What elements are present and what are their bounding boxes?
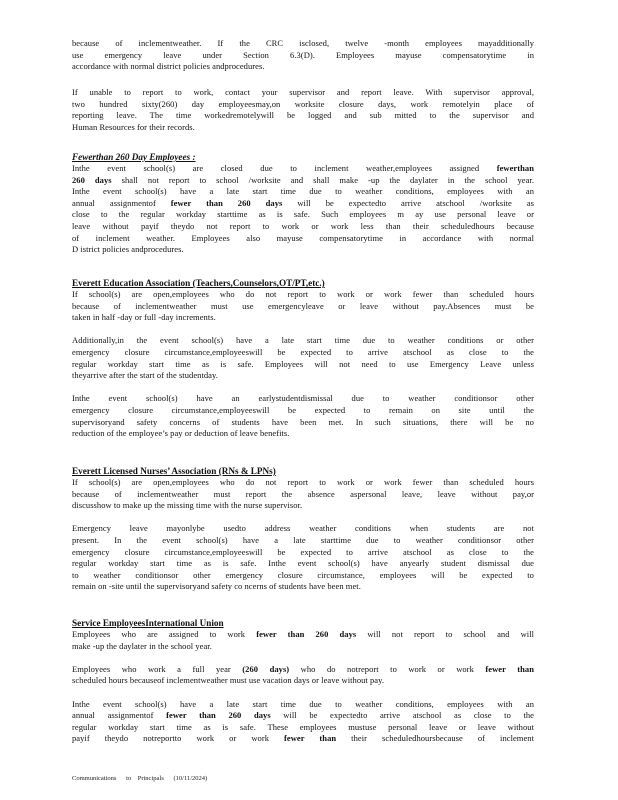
- text-line: Inthe event school(s) are closed due to inclement weather,employees assigned fewerthan: [72, 163, 534, 173]
- text-line: If school(s) are open,employees who do not report to work or work fewer than scheduled hours: [72, 477, 534, 487]
- section-heading: [72, 151, 534, 163]
- text-line: because of inclementweather. If the CRC isclosed, twelve -month employees mayadditionally: [72, 38, 534, 48]
- section-paragraph: [72, 664, 534, 687]
- text-line: 260 days shall not report to school /worksite and shall make -up the daylater in the school year.: [72, 174, 534, 185]
- text-line: theyarrive after the start of the studentday.: [72, 370, 218, 381]
- text-line: If school(s) are open,employees who do not report to work or work fewer than scheduled hours: [72, 289, 534, 299]
- text-line: taken in half -day or full -day increments.: [72, 312, 216, 323]
- section-heading: [72, 465, 534, 477]
- section-heading-text: Service EmployeesInternational Union: [72, 618, 224, 628]
- section-paragraph: [72, 335, 534, 381]
- section: [72, 151, 534, 256]
- intro-paragraph: [72, 87, 534, 133]
- text-line: Inthe event school(s) have an earlystudentdismissal due to weather conditionsor other: [72, 393, 534, 404]
- text-line: to weather conditionsor other emergency closure circumstance, employees will be expected to: [72, 569, 534, 580]
- text-line: D istrict policies andprocedures.: [72, 244, 184, 255]
- text-line: emergency closure circumstance,employeeswill be expected to arrive atschool as close to the: [72, 546, 534, 557]
- section-heading-text: Fewerthan 260 Day Employees :: [72, 152, 196, 162]
- text-line: two hundred sixty(260) day employeesmay,on worksite closure days, work remotelyin place of: [72, 98, 534, 109]
- section-paragraph: [72, 477, 534, 512]
- intro-paragraph: [72, 38, 534, 73]
- text-line: regular workday start time as is safe. These employees mustuse personal leave or leave without: [72, 721, 534, 732]
- text-line: use emergency leave under Section 6.3(D). Employees mayuse compensatorytime in: [72, 49, 534, 60]
- text-line: of inclement weather. Employees also mayuse compensatorytime in accordance with normal: [72, 232, 534, 243]
- section-paragraph: [72, 163, 534, 256]
- text-line: present. In the event school(s) have a late starttime due to weather conditionsor other: [72, 534, 534, 545]
- text-line: annual assignmentof fewer than 260 days will be expectedto arrive atschool /worksite as: [72, 197, 534, 208]
- text-line: scheduled hours becauseof inclementweather must use vacation days or leave without pay.: [72, 675, 385, 686]
- text-line: Inthe event school(s) have a late start time due to weather conditions, employees with an: [72, 186, 534, 197]
- text-line: remain on -site until the supervisoryand safety co ncerns of students have been met.: [72, 581, 361, 592]
- section: [72, 617, 534, 745]
- section-paragraph: [72, 393, 534, 439]
- text-line: emergency closure circumstance,employeeswill be expected to arrive atschool as close to the: [72, 346, 534, 357]
- text-line: annual assignmentof fewer than 260 days will be expectedto arrive atschool as close to the: [72, 710, 534, 721]
- page-footer: Communications to Principals (10/11/2024): [72, 775, 208, 782]
- text-line: Employees who are assigned to work fewer than 260 days will not report to school and will: [72, 629, 534, 639]
- text-line: because of inclementweather must use emergencyleave or leave without pay.Absences must be: [72, 300, 534, 311]
- section: [72, 465, 534, 593]
- section-heading-text: Everett Education Association (Teachers,Counselors,OT/PT,etc.): [72, 278, 325, 288]
- section-heading-text: Everett Licensed Nurses’ Association (RNs & LPNs): [72, 466, 276, 476]
- text-line: make -up the daylater in the school year.: [72, 640, 212, 651]
- text-line: Inthe event school(s) have a late start time due to weather conditions, employees with an: [72, 698, 534, 709]
- text-line: Emergency leave mayonlybe usedto address weather conditions when students are not: [72, 523, 534, 534]
- text-line: because of inclementweather must report the absence aspersonal leave, leave without pay,or: [72, 488, 534, 499]
- text-line: discusshow to make up the missing time with the nurse supervisor.: [72, 500, 303, 511]
- text-line: Employees who work a full year (260 days) who do notreport to work or work fewer than: [72, 663, 534, 674]
- text-line: leave without payif theydo not report to work or work less than their scheduledhours because: [72, 220, 534, 231]
- text-line: emergency closure circumstance,employeeswill be expected to remain on site until the: [72, 404, 534, 415]
- text-line: reporting leave. The time workedremotelywill be logged and sub mitted to the supervisor and: [72, 110, 534, 121]
- text-line: regular workday start time as is safe. Employees will not need to use Emergency Leave unless: [72, 358, 534, 369]
- text-line: close to the regular workday starttime as is safe. Such employees m ay use personal leave or: [72, 209, 534, 220]
- text-line: accordance with normal district policies andprocedures.: [72, 61, 265, 72]
- section-paragraph: [72, 289, 534, 324]
- text-line: supervisoryand safety concerns of students have been met. In such situations, there will be no: [72, 416, 534, 427]
- section-paragraph: [72, 629, 534, 652]
- text-line: Human Resources for their records.: [72, 121, 195, 132]
- section: [72, 277, 534, 440]
- text-line: reduction of the employee’s pay or deduction of leave benefits.: [72, 428, 290, 439]
- text-line: Additionally,in the event school(s) have a late start time due to weather conditions or other: [72, 335, 534, 346]
- section-heading: [72, 617, 534, 629]
- section-heading: [72, 277, 534, 289]
- text-line: If unable to report to work, contact your supervisor and report leave. With supervisor approval,: [72, 87, 534, 97]
- text-line: payif theydo notreportto work or work fewer than their scheduledhoursbecause of inclement: [72, 733, 534, 744]
- section-paragraph: [72, 523, 534, 593]
- text-line: regular workday start time as is safe. Inthe event school(s) have anyearly student dismissal due: [72, 558, 534, 569]
- section-paragraph: [72, 699, 534, 745]
